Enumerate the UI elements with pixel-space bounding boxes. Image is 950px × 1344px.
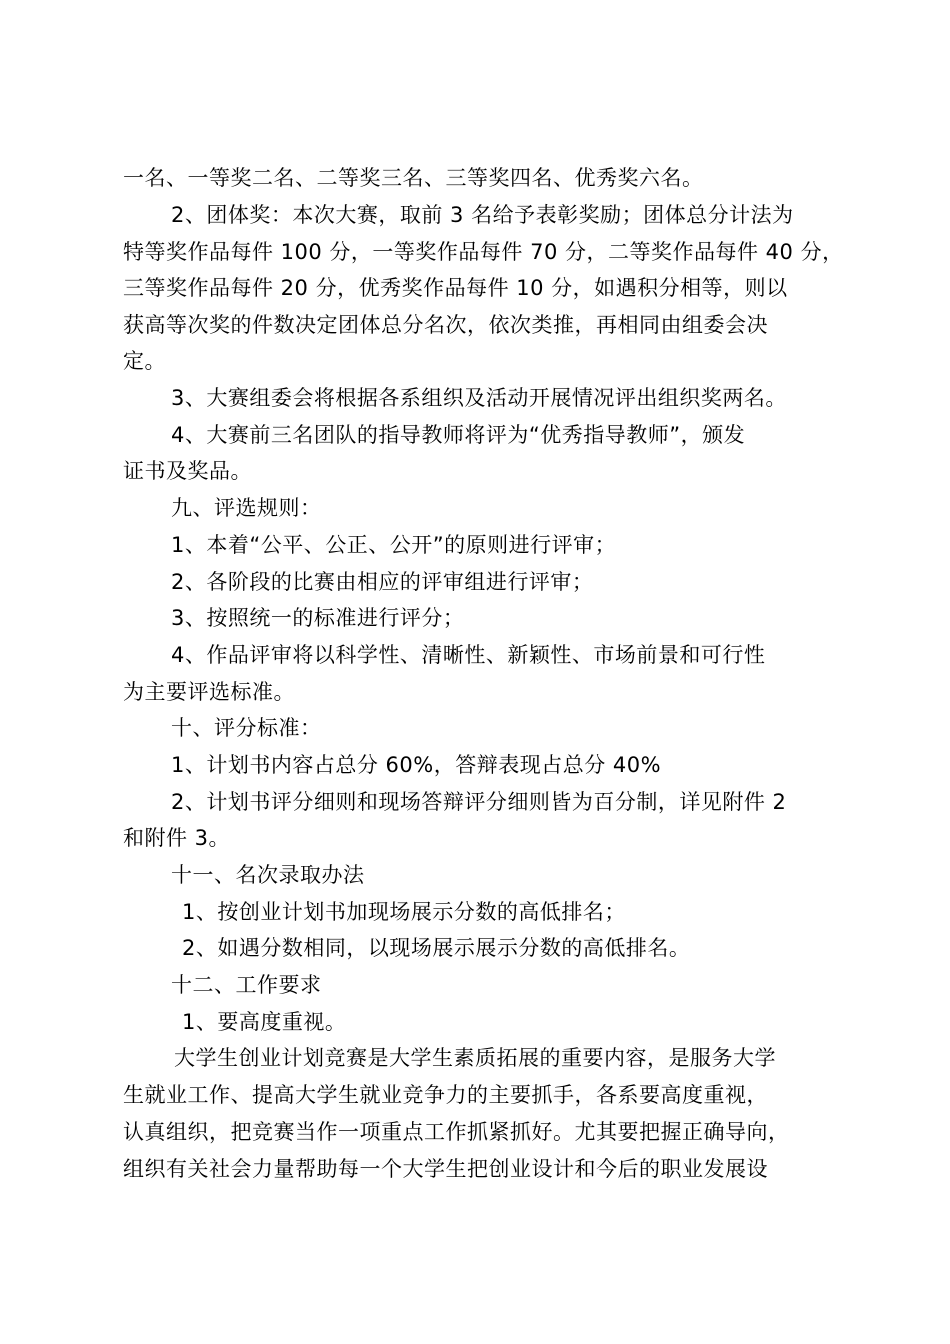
text-line: 1、按创业计划书加现场展示分数的高低排名； bbox=[182, 900, 626, 924]
text-line: 证书及奖品。 bbox=[123, 459, 252, 483]
text-line: 1、计划书内容占总分 60%，答辩表现占总分 40% bbox=[171, 753, 662, 777]
text-line: 为主要评选标准。 bbox=[123, 680, 295, 704]
text-line: 2、团体奖：本次大赛，取前 3 名给予表彰奖励；团体总分计法为 bbox=[171, 203, 794, 227]
text-line: 大学生创业计划竞赛是大学生素质拓展的重要内容，是服务大学 bbox=[174, 1046, 776, 1070]
text-line: 3、大赛组委会将根据各系组织及活动开展情况评出组织奖两名。 bbox=[171, 386, 787, 410]
text-line: 和附件 3。 bbox=[123, 826, 231, 850]
text-line: 特等奖作品每件 100 分，一等奖作品每件 70 分，二等奖作品每件 40 分， bbox=[123, 240, 844, 264]
text-line: 一名、一等奖二名、二等奖三名、三等奖四名、优秀奖六名。 bbox=[123, 166, 704, 190]
text-line: 3、按照统一的标准进行评分； bbox=[171, 606, 465, 630]
text-line: 三等奖作品每件 20 分，优秀奖作品每件 10 分，如遇积分相等，则以 bbox=[123, 276, 788, 300]
text-line: 组织有关社会力量帮助每一个大学生把创业设计和今后的职业发展设 bbox=[123, 1157, 768, 1181]
text-line: 生就业工作、提高大学生就业竞争力的主要抓手，各系要高度重视， bbox=[123, 1083, 768, 1107]
text-line: 1、本着“公平、公正、公开”的原则进行评审； bbox=[171, 533, 617, 557]
section-heading: 十、评分标准： bbox=[171, 716, 322, 740]
text-line: 获高等次奖的件数决定团体总分名次，依次类推，再相同由组委会决 bbox=[123, 313, 768, 337]
text-line: 4、作品评审将以科学性、清晰性、新颖性、市场前景和可行性 bbox=[171, 643, 766, 667]
text-line: 2、如遇分数相同，以现场展示展示分数的高低排名。 bbox=[182, 936, 691, 960]
text-line: 2、计划书评分细则和现场答辩评分细则皆为百分制，详见附件 2 bbox=[171, 790, 787, 814]
text-line: 认真组织，把竞赛当作一项重点工作抓紧抓好。尤其要把握正确导向， bbox=[123, 1120, 790, 1144]
text-line: 2、各阶段的比赛由相应的评审组进行评审； bbox=[171, 570, 594, 594]
text-line: 1、要高度重视。 bbox=[182, 1010, 347, 1034]
section-heading: 十二、工作要求 bbox=[171, 973, 322, 997]
section-heading: 十一、名次录取办法 bbox=[171, 863, 365, 887]
text-line: 4、大赛前三名团队的指导教师将评为“优秀指导教师”，颁发 bbox=[171, 423, 746, 447]
section-heading: 九、评选规则： bbox=[171, 496, 322, 520]
text-line: 定。 bbox=[123, 349, 166, 373]
